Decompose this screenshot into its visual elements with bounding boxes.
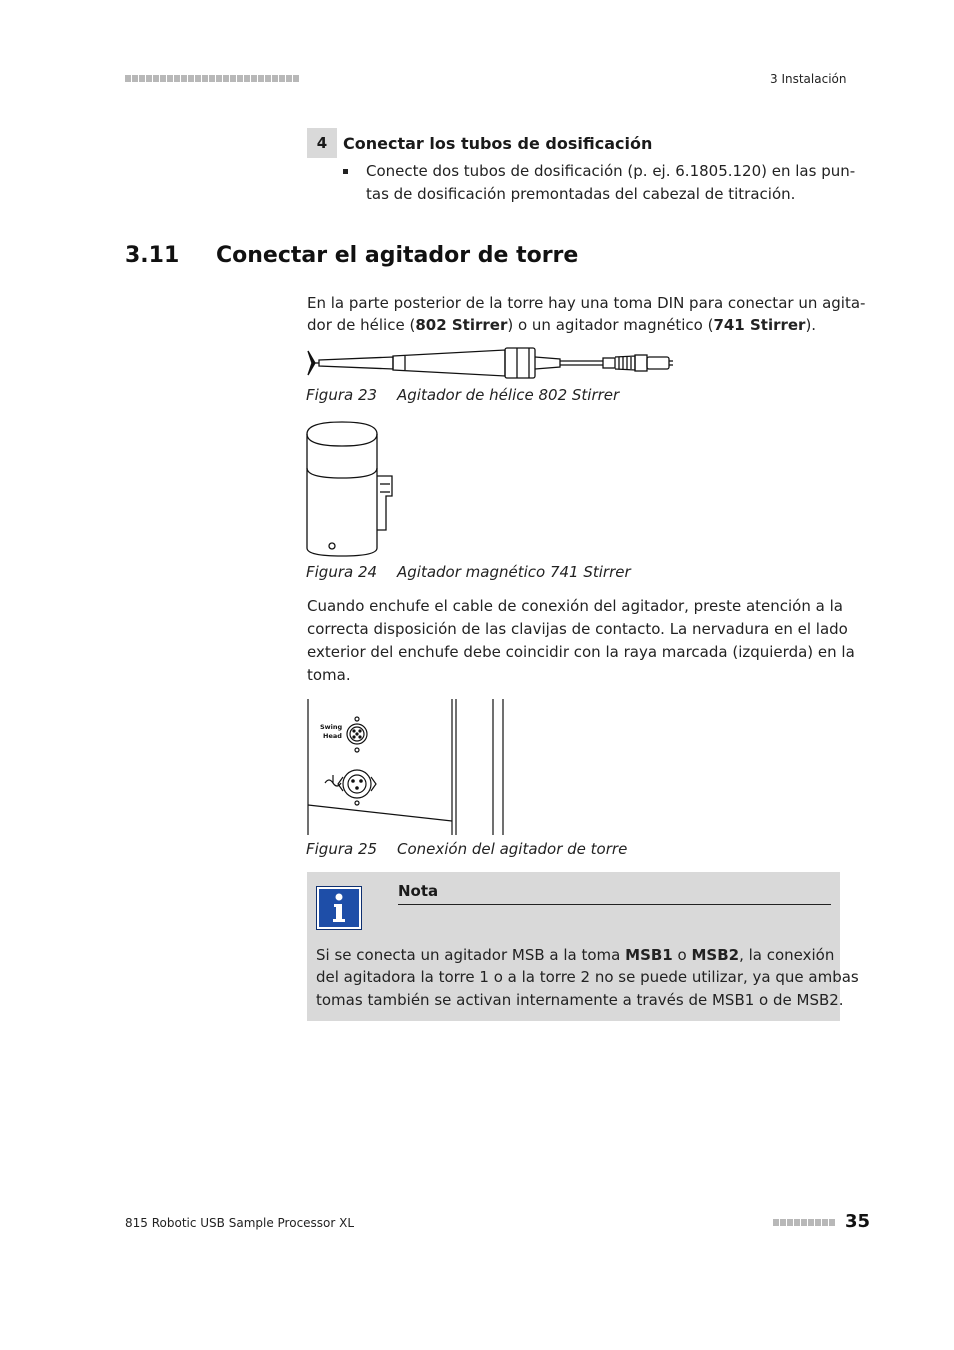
section-number: 3.11: [125, 243, 180, 268]
footer-decoration: [773, 1219, 835, 1226]
note-divider: [398, 904, 831, 905]
page-number: 35: [845, 1211, 871, 1232]
paragraph-line-4: toma.: [307, 666, 351, 684]
footer-product: 815 Robotic USB Sample Processor XL: [125, 1216, 355, 1230]
intro-line-2: dor de hélice (802 Stirrer) o un agitador magnético (741 Stirrer).: [307, 316, 817, 334]
swing-label: Swing: [320, 723, 343, 731]
info-icon: [316, 886, 362, 930]
step-bullet-line-2: tas de dosificación premontadas del cabezal de titración.: [366, 185, 796, 203]
figure-24-label: Figura 24: [306, 563, 378, 581]
note-line-3: tomas también se activan internamente a través de MSB1 o de MSB2.: [316, 991, 844, 1009]
section-title: Conectar el agitador de torre: [216, 243, 579, 268]
note-title: Nota: [398, 882, 439, 900]
header-decoration: [125, 75, 299, 82]
header-chapter: 3 Instalación: [770, 72, 847, 86]
tower-connector-illustration: [305, 697, 510, 837]
bullet-marker: [343, 169, 348, 174]
propeller-stirrer-illustration: [305, 345, 677, 381]
step-title: Conectar los tubos de dosificación: [343, 134, 653, 153]
paragraph-line-3: exterior del enchufe debe coincidir con la raya marcada (izquierda) en la: [307, 643, 855, 661]
head-label: Head: [323, 732, 342, 740]
paragraph-line-1: Cuando enchufe el cable de conexión del agitador, preste atención a la: [307, 597, 843, 615]
figure-24-caption: Agitador magnético 741 Stirrer: [397, 563, 631, 581]
note-line-1: Si se conecta un agitador MSB a la toma MSB1 o MSB2, la conexión: [316, 946, 835, 964]
figure-25-caption: Conexión del agitador de torre: [397, 840, 628, 858]
paragraph-line-2: correcta disposición de las clavijas de contacto. La nervadura en el lado: [307, 620, 848, 638]
intro-line-1: En la parte posterior de la torre hay una toma DIN para conectar un agita-: [307, 294, 866, 312]
figure-25-label: Figura 25: [306, 840, 378, 858]
note-line-2: del agitadora la torre 1 o a la torre 2 no se puede utilizar, ya que ambas: [316, 968, 859, 986]
step-bullet-line-1: Conecte dos tubos de dosificación (p. ej. 6.1805.120) en las pun-: [366, 162, 856, 180]
figure-23-label: Figura 23: [306, 386, 378, 404]
magnetic-stirrer-illustration: [304, 418, 404, 560]
figure-23-caption: Agitador de hélice 802 Stirrer: [397, 386, 620, 404]
step-number: 4: [307, 128, 337, 158]
